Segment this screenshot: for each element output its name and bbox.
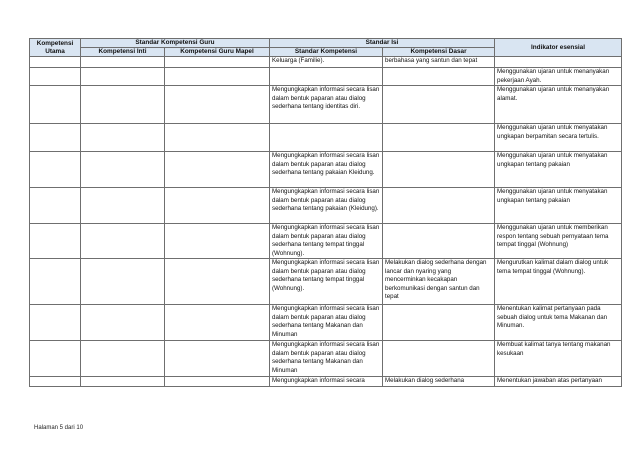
kompetensi-dasar-cell — [383, 124, 495, 152]
table-row — [30, 68, 622, 86]
standar-kompetensi-cell: Mengungkapkan informasi secara lisan dalam bentuk paparan atau dialog sederhana tentang tempat tinggal (Wohnung). — [270, 224, 383, 259]
standar-kompetensi-cell — [270, 68, 383, 86]
header-kompetensi-inti: Kompetensi Inti — [81, 48, 165, 57]
header-kompetensi-dasar: Kompetensi Dasar — [383, 48, 495, 57]
table-row — [30, 341, 622, 377]
indikator-cell: Menentukan kalimat pertanyaan pada sebuah dialog untuk tema Makanan dan Minuman. — [495, 305, 622, 341]
standar-kompetensi-cell: Mengungkapkan informasi secara — [270, 377, 383, 387]
kompetensi-dasar-cell — [383, 224, 495, 259]
table-row — [30, 124, 622, 152]
table-row — [30, 152, 622, 188]
indikator-cell: Menggunakan ujaran untuk menyatakan ungkapan tentang pakaian — [495, 152, 622, 188]
indikator-cell — [495, 57, 622, 68]
table-row — [30, 259, 622, 305]
kompetensi-dasar-cell — [383, 86, 495, 124]
kompetensi-dasar-cell — [383, 68, 495, 86]
page-footer: Halaman 5 dari 10 — [34, 425, 84, 431]
standar-kompetensi-cell: Mengungkapkan informasi secara lisan dalam bentuk paparan atau dialog sederhana tentang Makanan dan Minuman — [270, 305, 383, 341]
indikator-cell: Menggunakan ujaran untuk memberikan respon tentang sebuah pernyataan tema tempat tinggal (Wohnung) — [495, 224, 622, 259]
kompetensi-dasar-cell: Melakukan dialog sederhana dengan lancar dan nyaring yang mencerminkan kecakapan berkomunikasi dengan santun dan tepat — [383, 259, 495, 305]
header-standar-isi: Standar Isi — [270, 39, 495, 48]
standar-kompetensi-cell: Mengungkapkan informasi secara lisan dalam bentuk paparan atau dialog sederhana tentang Makanan dan Minuman — [270, 341, 383, 377]
header-kompetensi-utama: Kompetensi Utama — [30, 39, 81, 57]
header-kompetensi-guru-mapel: Kompetensi Guru Mapel — [165, 48, 270, 57]
header-standar-kompetensi-guru: Standar Kompetensi Guru — [81, 39, 270, 48]
standar-kompetensi-cell: Mengungkapkan informasi secara lisan dalam bentuk paparan atau dialog sederhana tentang pakaian Kleidung. — [270, 152, 383, 188]
indikator-cell: Menggunakan ujaran untuk menyatakan ungkapan tentang pakaian — [495, 188, 622, 224]
standar-kompetensi-cell — [270, 124, 383, 152]
kompetensi-dasar-cell — [383, 152, 495, 188]
indikator-cell: Menggunakan ujaran untuk menyatakan ungkapan berpamitan secara tertulis. — [495, 124, 622, 152]
table-row — [30, 224, 622, 259]
table-row — [30, 57, 622, 68]
indikator-cell: Menentukan jawaban atas pertanyaan — [495, 377, 622, 387]
kompetensi-dasar-cell — [383, 188, 495, 224]
table-row — [30, 86, 622, 124]
indikator-cell: Menggunakan ujaran untuk menanyakan alamat. — [495, 86, 622, 124]
standar-kompetensi-cell: Mengungkapkan informasi secara lisan dalam bentuk paparan atau dialog sederhana tentang pakaian (Kleidung). — [270, 188, 383, 224]
indikator-cell: Membuat kalimat tanya tentang makanan kesukaan — [495, 341, 622, 377]
kompetensi-dasar-cell: berbahasa yang santun dan tepat — [383, 57, 495, 68]
standar-kompetensi-cell: Mengungkapkan informasi secara lisan dalam bentuk paparan atau dialog sederhana tentang identitas diri. — [270, 86, 383, 124]
header-standar-kompetensi: Standar Kompetensi — [270, 48, 383, 57]
table-row — [30, 188, 622, 224]
standar-kompetensi-cell: Mengungkapkan informasi secara lisan dalam bentuk paparan atau dialog sederhana tentang tempat tinggal (Wohnung). — [270, 259, 383, 305]
standar-kompetensi-cell: Keluarga (Familie). — [270, 57, 383, 68]
kompetensi-dasar-cell — [383, 305, 495, 341]
table-row — [30, 305, 622, 341]
table-row — [30, 377, 622, 387]
curriculum-table — [29, 38, 622, 387]
header-indikator-esensial: Indikator esensial — [495, 39, 622, 57]
kompetensi-dasar-cell — [383, 341, 495, 377]
indikator-cell: Menggunakan ujaran untuk menanyakan pekerjaan Ayah. — [495, 68, 622, 86]
indikator-cell: Mengurutkan kalimat dalam dialog untuk tema tempat tinggal (Wohnung). — [495, 259, 622, 305]
kompetensi-dasar-cell: Melakukan dialog sederhana — [383, 377, 495, 387]
